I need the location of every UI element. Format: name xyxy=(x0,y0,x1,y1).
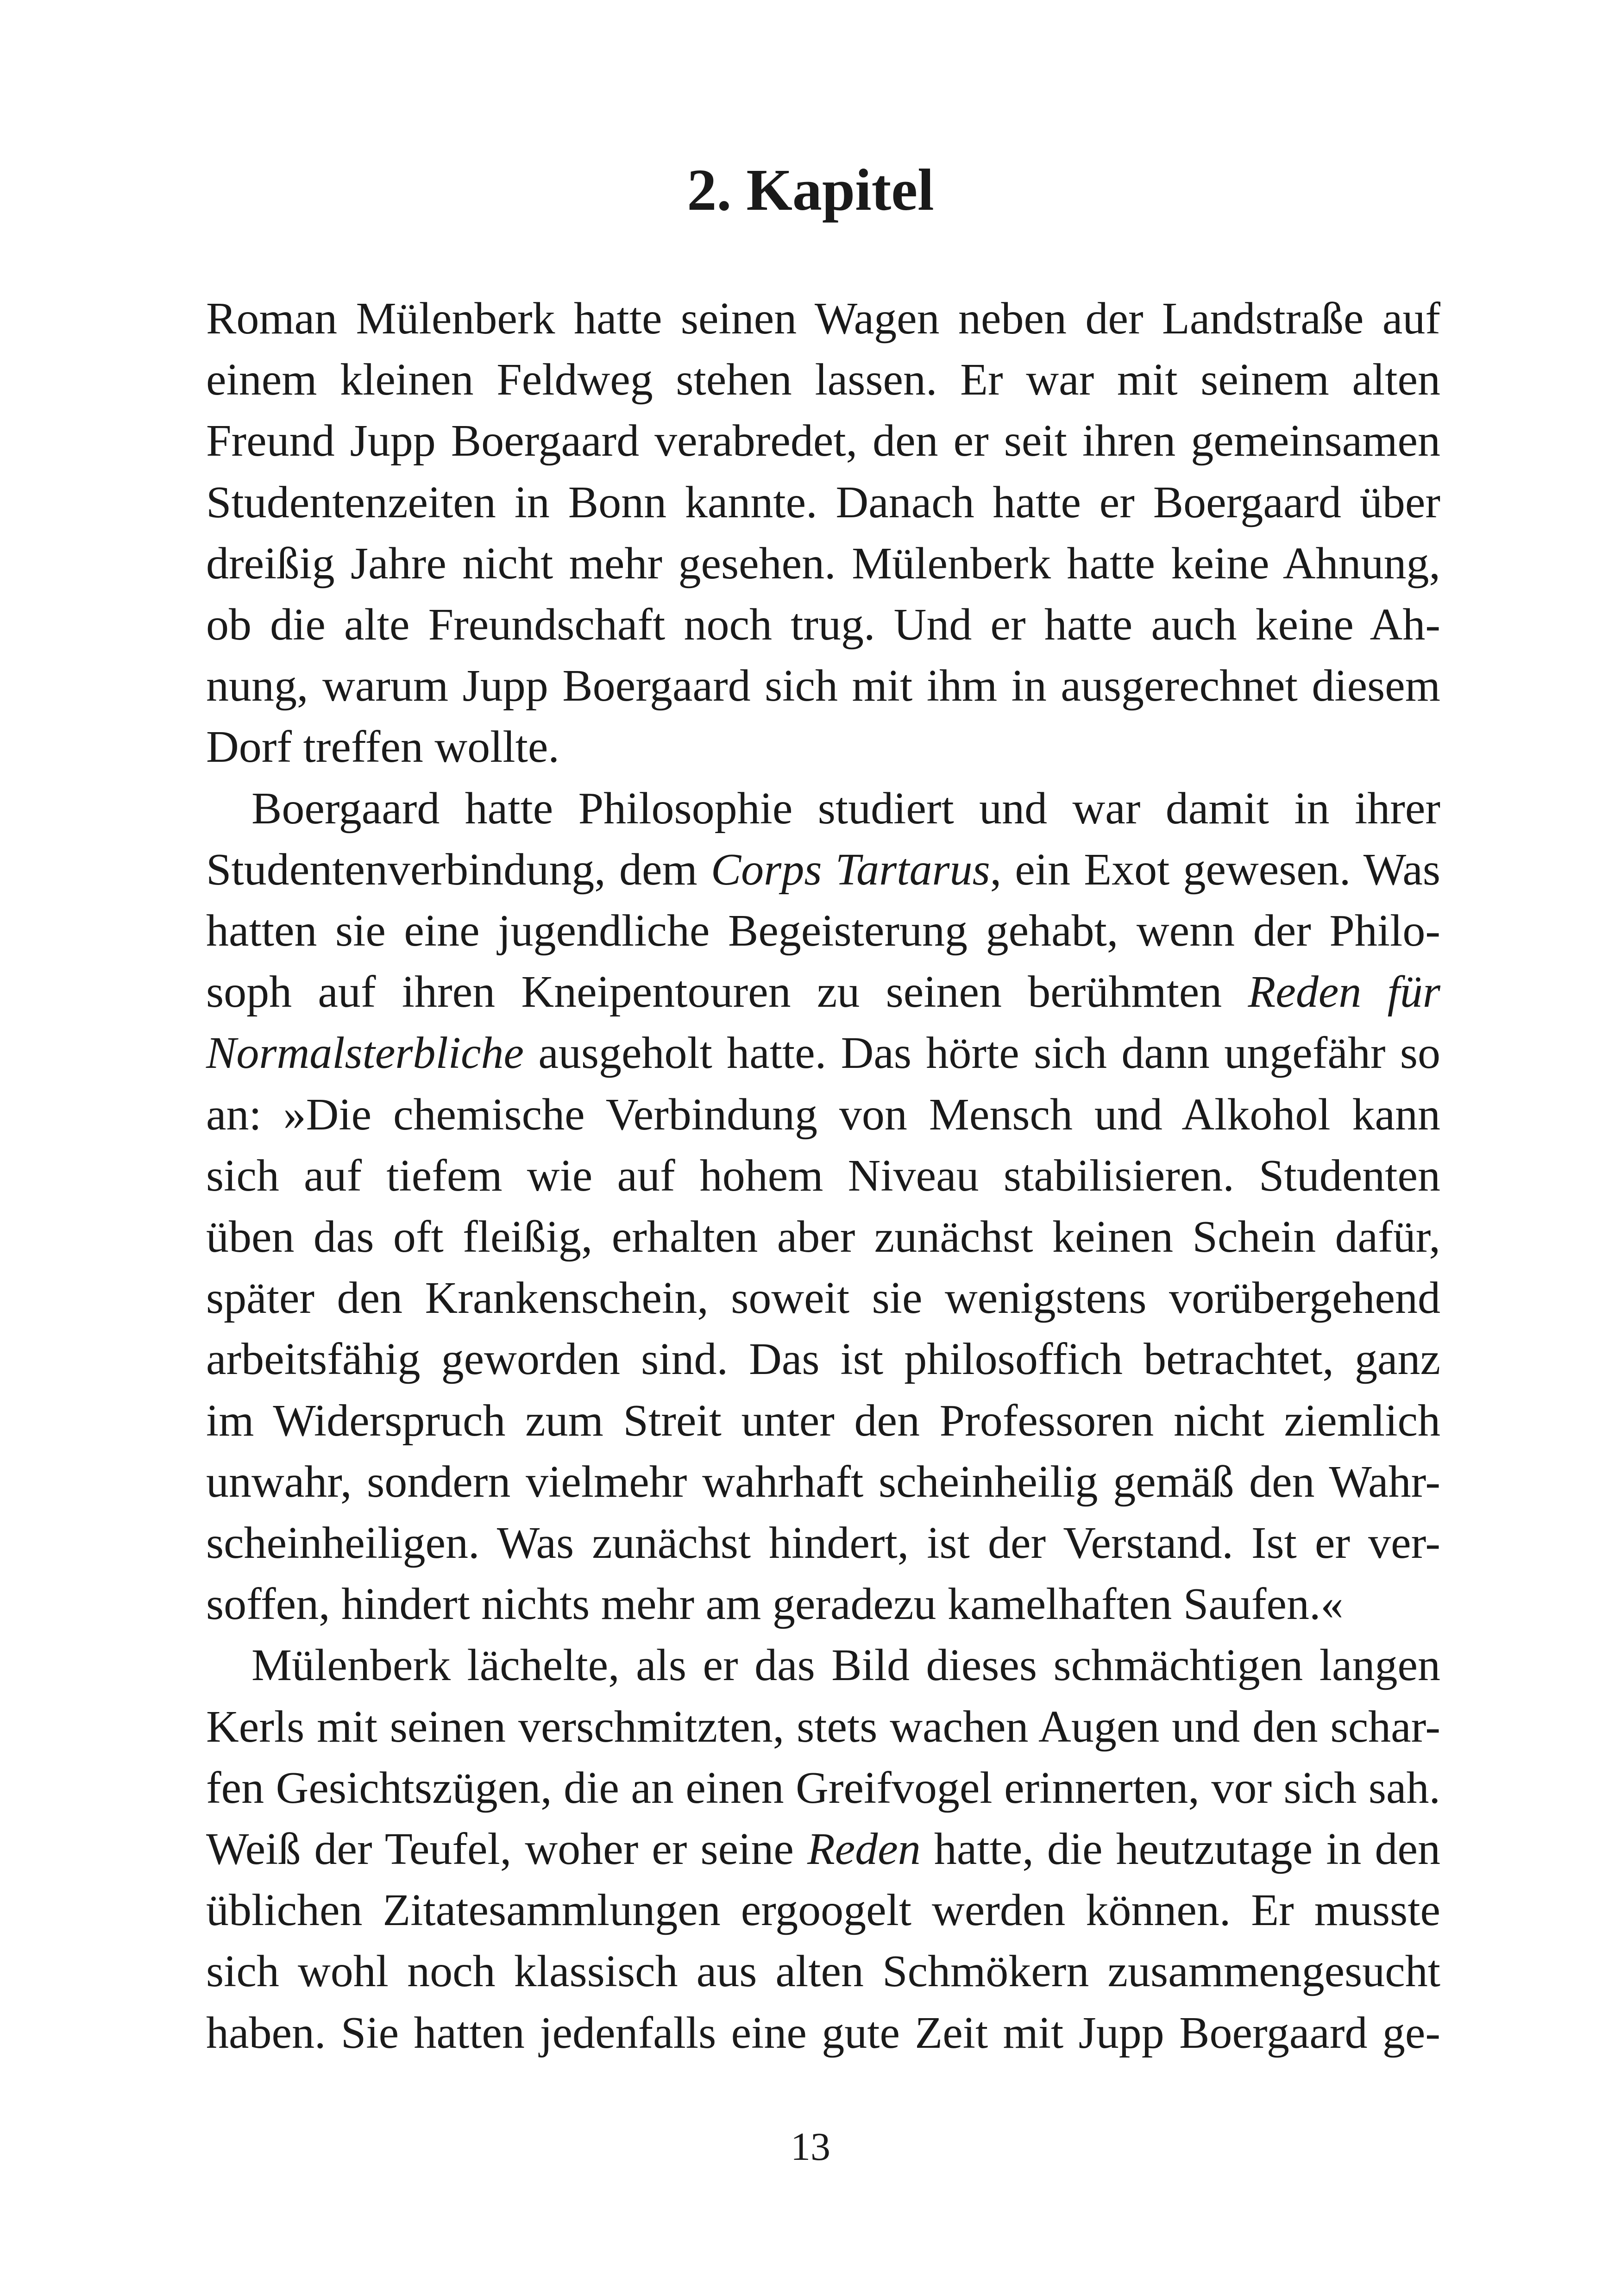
text-segment: Mülenberk lächelte, als er das Bild dieses schmächtigen langen xyxy=(251,1640,1440,1691)
italic-text: Normalsterbliche xyxy=(206,1028,524,1079)
text-segment: Dorf treffen wollte. xyxy=(206,722,559,772)
chapter-title: 2. Kapitel xyxy=(687,157,934,223)
body-text xyxy=(206,288,1440,2064)
paragraph xyxy=(206,778,1440,1635)
text-line xyxy=(206,1145,1440,1206)
text-line xyxy=(206,1451,1440,1512)
text-segment: später den Krankenschein, soweit sie wenigstens vorübergehend xyxy=(206,1273,1440,1324)
text-segment: Studentenzeiten in Bonn kannte. Danach hatte er Boergaard über xyxy=(206,477,1440,527)
text-line xyxy=(206,778,1440,839)
text-segment: dreißig Jahre nicht mehr gesehen. Mülenberk hatte keine Ahnung, xyxy=(206,538,1440,589)
italic-text: Reden für xyxy=(1248,967,1440,1017)
text-line xyxy=(206,1819,1440,1880)
text-line xyxy=(206,839,1440,900)
paragraph xyxy=(206,1635,1440,2063)
paragraph xyxy=(206,288,1440,778)
text-segment: soph auf ihren Kneipentouren zu seinen berühmten xyxy=(206,967,1248,1017)
text-segment: nung, warum Jupp Boergaard sich mit ihm in ausgerechnet diesem xyxy=(206,661,1440,711)
text-line xyxy=(206,900,1440,961)
text-segment: ob die alte Freundschaft noch trug. Und er hatte auch keine Ah- xyxy=(206,600,1440,650)
text-segment: üben das oft fleißig, erhalten aber zunächst keinen Schein dafür, xyxy=(206,1212,1440,1262)
text-segment: Kerls mit seinen verschmitzten, stets wachen Augen und den schar- xyxy=(206,1701,1440,1752)
page-number: 13 xyxy=(791,2124,830,2169)
text-segment: hatte, die heutzutage in den xyxy=(920,1824,1440,1875)
text-segment: sich auf tiefem wie auf hohem Niveau stabilisieren. Studenten xyxy=(206,1150,1440,1201)
text-segment: hatten sie eine jugendliche Begeisterung gehabt, wenn der Philo- xyxy=(206,906,1440,956)
text-line xyxy=(206,655,1440,716)
text-line xyxy=(206,1880,1440,1941)
text-line xyxy=(206,1574,1440,1635)
text-line xyxy=(206,1390,1440,1451)
text-line xyxy=(206,2002,1440,2064)
text-line xyxy=(206,472,1440,533)
text-segment: Weiß der Teufel, woher er seine xyxy=(206,1824,807,1875)
text-line xyxy=(206,716,1440,778)
text-segment: einem kleinen Feldweg stehen lassen. Er war mit seinem alten xyxy=(206,355,1440,405)
text-segment: Boergaard hatte Philosophie studiert und war damit in ihrer xyxy=(251,783,1440,834)
text-line xyxy=(206,1757,1440,1819)
text-segment: im Widerspruch zum Streit unter den Professoren nicht ziemlich xyxy=(206,1395,1440,1446)
text-segment: Freund Jupp Boergaard verabredet, den er seit ihren gemeinsamen xyxy=(206,416,1440,466)
text-segment: arbeitsfähig geworden sind. Das ist philosoffich betrachtet, ganz xyxy=(206,1334,1440,1385)
italic-text: Corps Tartarus xyxy=(710,844,990,895)
text-segment: an: »Die chemische Verbindung von Mensch und Alkohol kann xyxy=(206,1089,1440,1140)
text-segment: üblichen Zitatesammlungen ergoogelt werden können. Er musste xyxy=(206,1885,1440,1936)
text-segment: , ein Exot gewesen. Was xyxy=(990,844,1440,895)
text-line xyxy=(206,533,1440,594)
text-line xyxy=(206,961,1440,1023)
text-line xyxy=(206,1696,1440,1757)
text-line xyxy=(206,1512,1440,1574)
text-line xyxy=(206,1206,1440,1267)
text-line xyxy=(206,1267,1440,1329)
text-line xyxy=(206,349,1440,410)
text-line xyxy=(206,288,1440,349)
text-segment: scheinheiligen. Was zunächst hindert, ist der Verstand. Ist er ver- xyxy=(206,1518,1440,1568)
text-line xyxy=(206,1329,1440,1390)
text-line xyxy=(206,410,1440,471)
text-segment: Studentenverbindung, dem xyxy=(206,844,711,895)
text-segment: soffen, hindert nichts mehr am geradezu kamelhaften Saufen.« xyxy=(206,1579,1344,1630)
text-segment: unwahr, sondern vielmehr wahrhaft scheinheilig gemäß den Wahr- xyxy=(206,1456,1440,1507)
text-line xyxy=(206,1941,1440,2002)
text-line xyxy=(206,1635,1440,1696)
text-segment: Roman Mülenberk hatte seinen Wagen neben der Landstraße auf xyxy=(206,294,1440,344)
text-segment: ausgeholt hatte. Das hörte sich dann ungefähr so xyxy=(523,1028,1440,1079)
italic-text: Reden xyxy=(807,1824,921,1875)
text-line xyxy=(206,1023,1440,1084)
text-segment: sich wohl noch klassisch aus alten Schmökern zusammengesucht xyxy=(206,1946,1440,1997)
text-line xyxy=(206,1084,1440,1145)
text-segment: fen Gesichtszügen, die an einen Greifvogel erinnerten, vor sich sah. xyxy=(206,1763,1440,1813)
text-segment: haben. Sie hatten jedenfalls eine gute Zeit mit Jupp Boergaard ge- xyxy=(206,2007,1440,2058)
text-line xyxy=(206,594,1440,655)
